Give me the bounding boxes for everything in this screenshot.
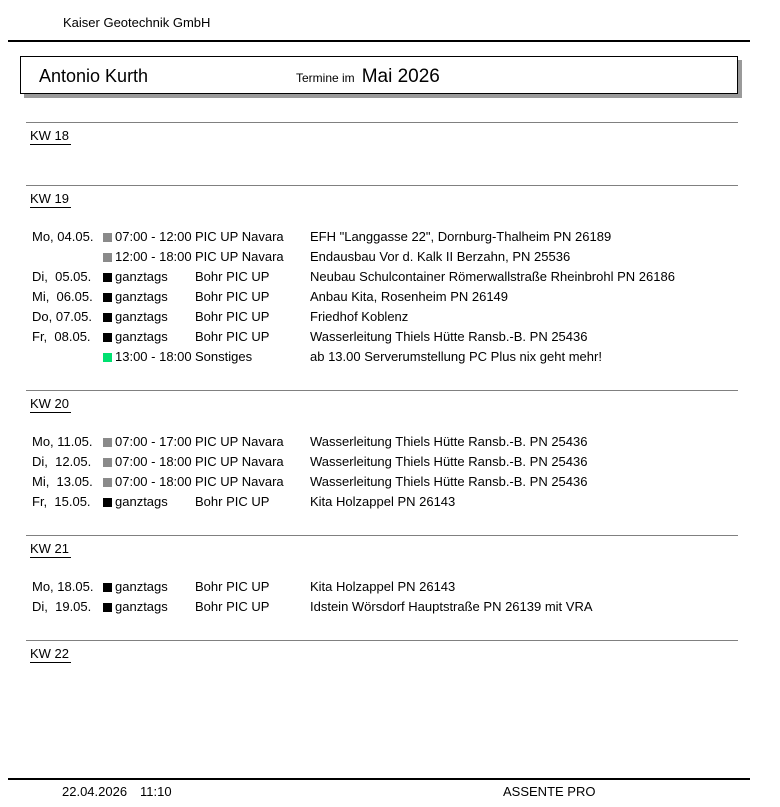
week-divider xyxy=(26,390,738,391)
appointment-row xyxy=(32,576,780,596)
marker-cell xyxy=(103,474,115,489)
category-marker-icon xyxy=(103,498,112,507)
week-label: KW 22 xyxy=(30,646,70,661)
appointment-day: Mo, 18.05. xyxy=(32,578,94,594)
appointment-time: 07:00 - 18:00 xyxy=(115,473,192,489)
appointment-list xyxy=(0,576,780,616)
appointment-description: ab 13.00 Serverumstellung PC Plus nix geht mehr! xyxy=(310,348,602,364)
appointment-day: Fr, 08.05. xyxy=(32,328,91,344)
marker-cell xyxy=(103,289,115,304)
appointment-description: Kita Holzappel PN 26143 xyxy=(310,493,456,509)
appointment-type: PIC UP Navara xyxy=(195,453,284,469)
week-label: KW 21 xyxy=(30,541,70,556)
appointment-time: 13:00 - 18:00 xyxy=(115,348,192,364)
report-title-box xyxy=(20,56,738,94)
appointment-row xyxy=(32,451,780,471)
appointment-day: Do, 07.05. xyxy=(32,308,92,324)
category-marker-icon xyxy=(103,253,112,262)
appointment-time: 07:00 - 18:00 xyxy=(115,453,192,469)
appointment-type: Sonstiges xyxy=(195,348,253,364)
print-date: 22.04.2026 xyxy=(62,784,128,799)
appointment-day: Mi, 13.05. xyxy=(32,473,93,489)
appointment-type: PIC UP Navara xyxy=(195,228,284,244)
appointment-day: Fr, 15.05. xyxy=(32,493,91,509)
kw-section-21 xyxy=(0,535,780,616)
application-name: ASSENTE PRO xyxy=(503,784,596,799)
week-divider xyxy=(26,185,738,186)
appointment-type: Bohr PIC UP xyxy=(195,268,270,284)
appointment-time: ganztags xyxy=(115,268,168,284)
appointment-time: ganztags xyxy=(115,308,168,324)
appointment-description: Wasserleitung Thiels Hütte Ransb.-B. PN 25436 xyxy=(310,453,588,469)
appointment-description: Friedhof Koblenz xyxy=(310,308,409,324)
appointment-description: Endausbau Vor d. Kalk II Berzahn, PN 25536 xyxy=(310,248,571,264)
appointment-row xyxy=(32,326,780,346)
marker-cell xyxy=(103,269,115,284)
appointment-time: ganztags xyxy=(115,578,168,594)
category-marker-icon xyxy=(103,333,112,342)
appointment-row xyxy=(32,346,780,366)
appointment-row xyxy=(32,431,780,451)
appointment-day: Mo, 04.05. xyxy=(32,228,94,244)
appointment-type: Bohr PIC UP xyxy=(195,578,270,594)
category-marker-icon xyxy=(103,583,112,592)
week-label: KW 20 xyxy=(30,396,70,411)
person-name: Antonio Kurth xyxy=(39,66,149,86)
company-name: Kaiser Geotechnik GmbH xyxy=(63,15,211,30)
appointment-type: Bohr PIC UP xyxy=(195,493,270,509)
category-marker-icon xyxy=(103,293,112,302)
appointment-day: Di, 12.05. xyxy=(32,453,92,469)
category-marker-icon xyxy=(103,603,112,612)
appointment-time: ganztags xyxy=(115,493,168,509)
marker-cell xyxy=(103,329,115,344)
appointment-row xyxy=(32,491,780,511)
appointment-row xyxy=(32,226,780,246)
appointment-time: 07:00 - 12:00 xyxy=(115,228,192,244)
appointment-day: Mi, 06.05. xyxy=(32,288,93,304)
appointment-description: Neubau Schulcontainer Römerwallstraße Rheinbrohl PN 26186 xyxy=(310,268,675,284)
appointment-day: Di, 05.05. xyxy=(32,268,92,284)
report-title-prefix: Termine im xyxy=(296,71,355,85)
appointment-row xyxy=(32,306,780,326)
appointment-time: 07:00 - 17:00 xyxy=(115,433,192,449)
category-marker-icon xyxy=(103,233,112,242)
category-marker-icon xyxy=(103,438,112,447)
marker-cell xyxy=(103,434,115,449)
appointment-type: Bohr PIC UP xyxy=(195,598,270,614)
week-divider xyxy=(26,535,738,536)
week-label: KW 18 xyxy=(30,128,70,143)
appointment-type: PIC UP Navara xyxy=(195,248,284,264)
appointment-description: Anbau Kita, Rosenheim PN 26149 xyxy=(310,288,509,304)
appointment-row xyxy=(32,266,780,286)
appointment-row xyxy=(32,596,780,616)
appointment-type: Bohr PIC UP xyxy=(195,308,270,324)
appointment-description: Wasserleitung Thiels Hütte Ransb.-B. PN 25436 xyxy=(310,473,588,489)
appointment-time: ganztags xyxy=(115,288,168,304)
appointment-row xyxy=(32,246,780,266)
appointment-type: PIC UP Navara xyxy=(195,433,284,449)
footer-divider xyxy=(8,778,750,780)
category-marker-icon xyxy=(103,353,112,362)
kw-section-19 xyxy=(0,185,780,366)
marker-cell xyxy=(103,454,115,469)
appointment-row xyxy=(32,286,780,306)
appointment-time: ganztags xyxy=(115,328,168,344)
appointment-time: 12:00 - 18:00 xyxy=(115,248,192,264)
appointment-row xyxy=(32,471,780,491)
marker-cell xyxy=(103,349,115,364)
week-sections xyxy=(0,98,780,703)
kw-section-20 xyxy=(0,390,780,511)
appointment-list xyxy=(0,431,780,511)
appointment-type: PIC UP Navara xyxy=(195,473,284,489)
week-divider xyxy=(26,640,738,641)
marker-cell xyxy=(103,599,115,614)
report-month: Mai 2026 xyxy=(361,66,440,87)
print-time: 11:10 xyxy=(140,784,172,799)
marker-cell xyxy=(103,494,115,509)
marker-cell xyxy=(103,579,115,594)
appointment-description: Wasserleitung Thiels Hütte Ransb.-B. PN 25436 xyxy=(310,328,588,344)
marker-cell xyxy=(103,229,115,244)
category-marker-icon xyxy=(103,313,112,322)
appointment-description: Idstein Wörsdorf Hauptstraße PN 26139 mit VRA xyxy=(310,598,593,614)
category-marker-icon xyxy=(103,273,112,282)
appointment-type: Bohr PIC UP xyxy=(195,328,270,344)
category-marker-icon xyxy=(103,478,112,487)
appointment-description: EFH "Langgasse 22", Dornburg-Thalheim PN 26189 xyxy=(310,228,612,244)
category-marker-icon xyxy=(103,458,112,467)
marker-cell xyxy=(103,249,115,264)
appointment-day: Mo, 11.05. xyxy=(32,433,93,449)
appointment-day: Di, 19.05. xyxy=(32,598,92,614)
week-label: KW 19 xyxy=(30,191,70,206)
appointment-list xyxy=(0,226,780,366)
kw-section-22 xyxy=(0,640,780,663)
marker-cell xyxy=(103,309,115,324)
appointment-description: Wasserleitung Thiels Hütte Ransb.-B. PN 25436 xyxy=(310,433,588,449)
kw-section-18 xyxy=(0,122,780,145)
appointment-type: Bohr PIC UP xyxy=(195,288,270,304)
header-divider xyxy=(8,40,750,42)
week-divider xyxy=(26,122,738,123)
appointment-time: ganztags xyxy=(115,598,168,614)
appointment-description: Kita Holzappel PN 26143 xyxy=(310,578,456,594)
